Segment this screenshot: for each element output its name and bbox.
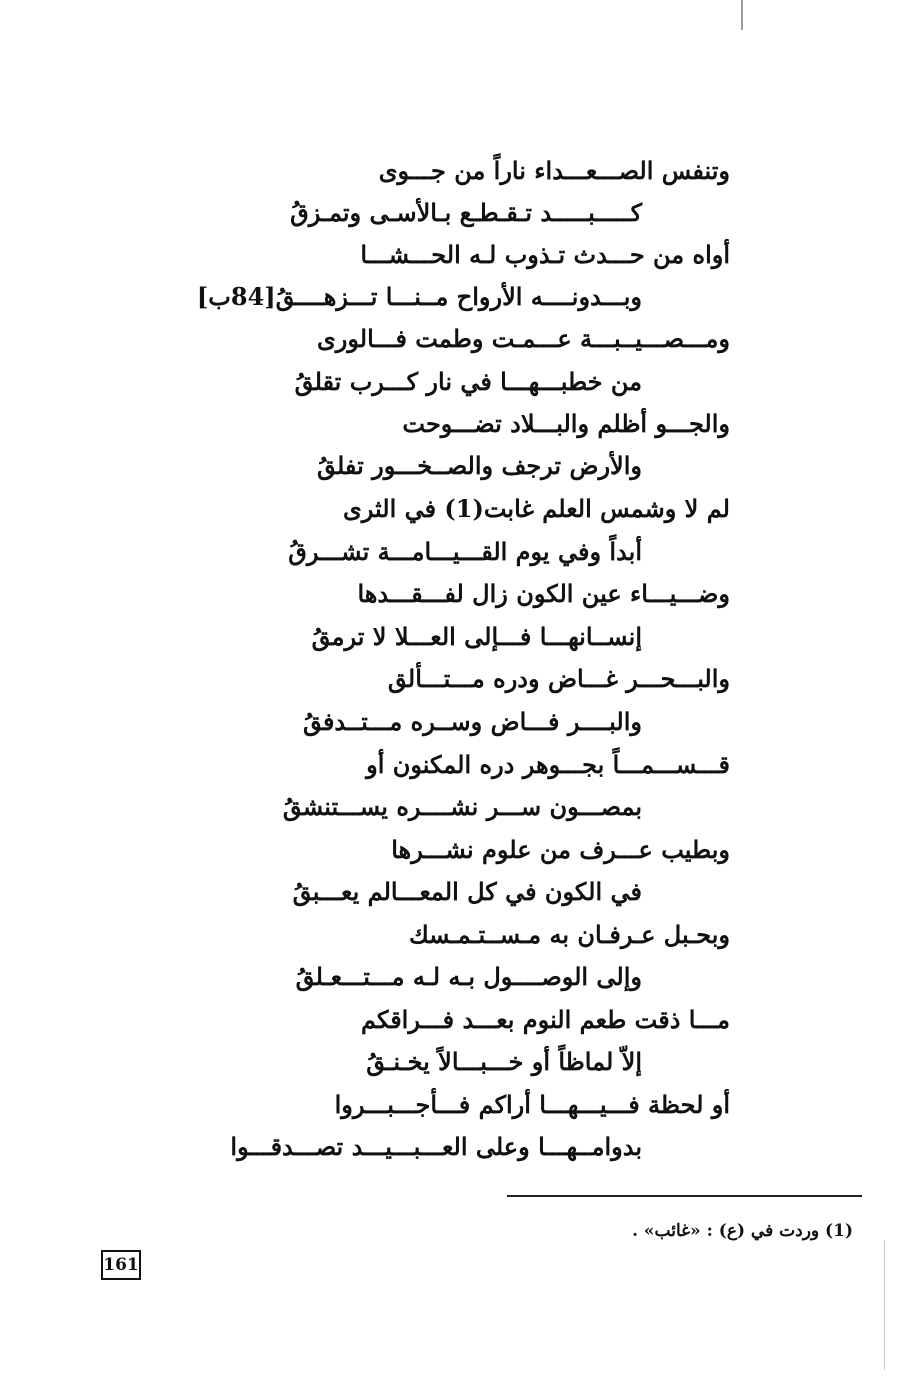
verse-line-13: والبـــحـــر غـــاض ودره مـــتـــألق [387,664,730,693]
verse-line-15: قـــســـمـــاً بجـــوهر دره المكنون أو [366,750,730,779]
verse-line-24: بدوامــهـــا وعلى العـــبـــيـــد تصـــدقـــوا [230,1132,642,1161]
verse-line-12: إنســانهـــا فـــإلى العـــلا لا ترمقُ [311,622,642,651]
page-number: 161 [101,1250,141,1280]
scan-edge-mark [741,0,743,30]
verse-line-17: وبطيب عـــرف من علوم نشـــرها [391,835,730,864]
verse-line-14: والبــــر فـــاض وســره مـــتــدفقُ [302,707,642,736]
verse-line-2: كـــــبـــــد تـقـطـع بـالأسـى وتمـزقُ [290,198,642,227]
verse-line-6: من خطبـــهـــا في نار كـــرب تقلقُ [294,367,642,396]
verse-line-5: ومـــصـــيــبـــة عـــمـت وطمت فـــالورى [316,324,730,353]
verse-line-3: أواه من حـــدث تـذوب لـه الحـــشـــا [360,240,730,269]
verse-line-1: وتنفس الصـــعـــداء ناراً من جـــوى [378,156,730,185]
verse-line-19: وبحـبل عـرفـان به مـســتـمـسك [408,920,730,949]
scan-margin-line [884,1240,885,1370]
verse-line-9: لم لا وشمس العلم غابت(1) في الثرى [342,494,730,523]
footnote-separator [507,1195,862,1197]
verse-line-4: وبـــدونــــه الأرواح مــنـــا تـــزهــــقُ[84ب] [196,282,642,311]
verse-line-20: وإلى الوصــــول بـه لـه مـــتـــعـلقُ [295,962,642,991]
verse-line-21: مـــا ذقت طعم النوم بعـــد فـــراقكم [360,1005,730,1034]
verse-line-22: إلاّ لماظاً أو خـــبـــالاً يخـنـقُ [366,1047,642,1076]
verse-line-8: والأرض ترجف والصــخـــور تفلقُ [316,451,642,480]
footnote: (1) وردت في (ع) : «غائب» . [632,1221,853,1241]
poem [0,150,897,1170]
verse-line-16: بمصـــون ســـر نشــــره يســـتنشقُ [282,792,642,821]
verse-line-18: في الكون في كل المعـــالم يعـــبقُ [292,877,642,906]
verse-line-7: والجـــو أظلم والبـــلاد تضـــوحت [402,409,730,438]
verse-line-10: أبداً وفي يوم القـــيـــامـــة تشـــرقُ [288,537,642,566]
verse-line-11: وضـــيـــاء عين الكون زال لفـــقـــدها [357,579,730,608]
verse-line-23: أو لحظة فـــيـــهـــا أراكم فـــأجـــبـــروا [334,1090,730,1119]
